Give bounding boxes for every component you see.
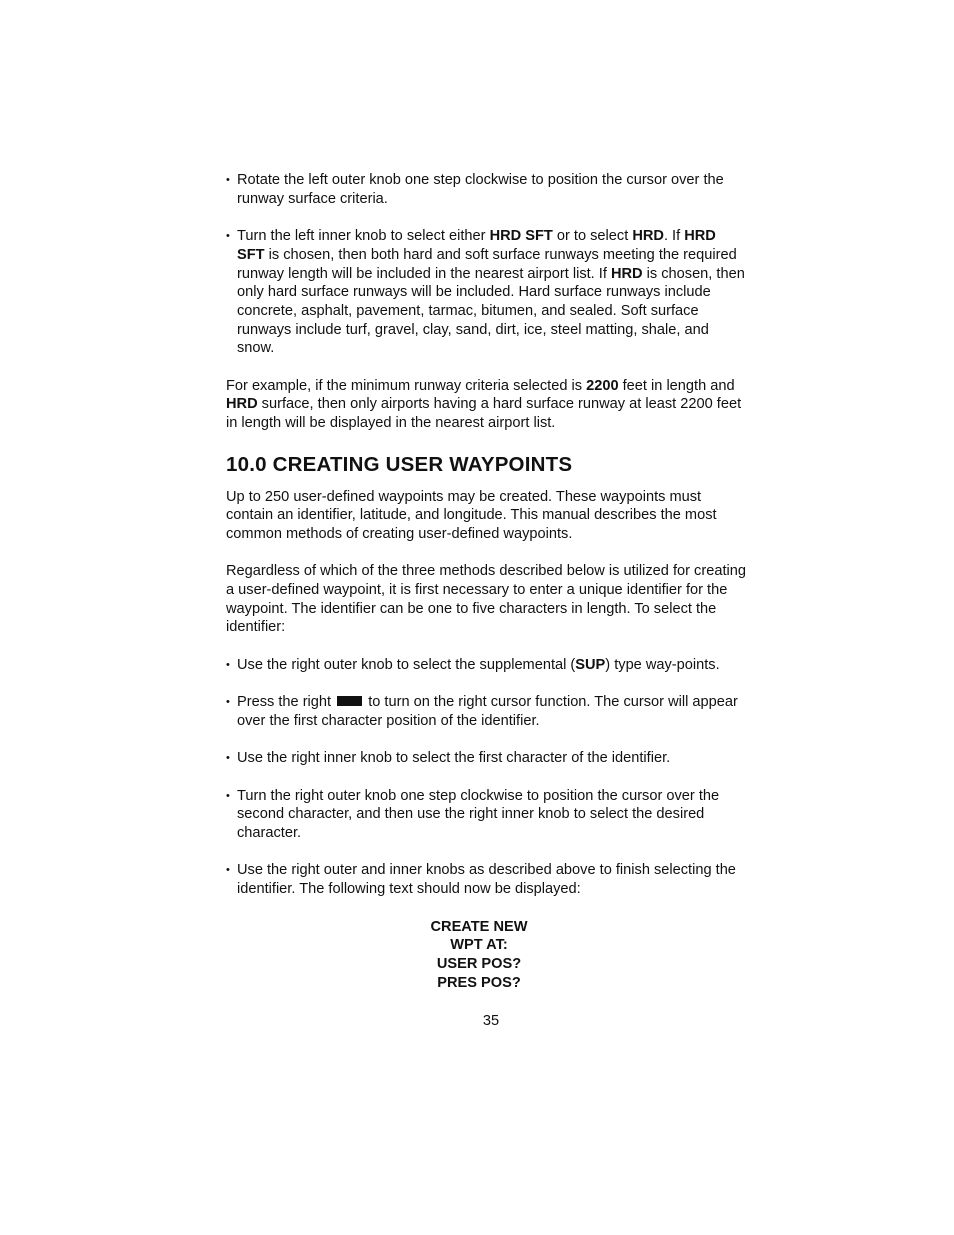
bold-term: HRD SFT	[489, 228, 553, 245]
display-line: CREATE NEW	[430, 918, 528, 935]
paragraph	[226, 562, 746, 637]
text-run: surface, then only airports having a hard surface runway at least 2200 feet in length will be displayed in the nearest airport list.	[226, 396, 742, 432]
cursor-key-icon	[337, 696, 362, 706]
text-run: is chosen, then only hard surface runways will be included. Hard surface runways include concrete, asphalt, pavement, tarmac, bitumen, and sealed. Soft surface runways include turf, gravel, clay, sand, dirt, ice, steel matting, shale, and snow.	[237, 265, 745, 357]
text-run: Regardless of which of the three methods described below is utilized for creating a user-defined waypoint, it is first necessary to enter a unique identifier for the waypoint. The identifier can be one to five characters in length. To select the identifier:	[226, 563, 746, 636]
text-run: Turn the left inner knob to select either	[237, 228, 490, 245]
bullet-icon: •	[226, 658, 230, 671]
bullet-icon: •	[226, 789, 230, 802]
bullet-icon: •	[226, 230, 230, 243]
bullet-icon: •	[226, 864, 230, 877]
document-body	[226, 171, 746, 899]
bold-term: 2200	[586, 377, 619, 394]
bullet-item	[226, 787, 746, 843]
bullet-item	[226, 861, 746, 898]
bullet-item	[226, 227, 746, 358]
display-line: WPT AT:	[450, 937, 508, 954]
text-run: For example, if the minimum runway criteria selected is	[226, 377, 587, 394]
text-run: Turn the right outer knob one step clockwise to position the cursor over the second character, and then use the right inner knob to select the desired character.	[237, 787, 720, 842]
text-run: or to select	[552, 228, 633, 245]
text-run: Use the right outer and inner knobs as described above to finish selecting the identifier. The following text should now be displayed:	[237, 862, 736, 898]
bullet-item	[226, 749, 746, 768]
bullet-icon: •	[226, 752, 230, 765]
paragraph	[226, 377, 746, 433]
bullet-item	[226, 693, 746, 730]
bullet-icon: •	[226, 174, 230, 186]
text-run: to turn on the right cursor function. The cursor will appear over the first character position of the identifier.	[237, 694, 738, 729]
display-text-block	[212, 918, 746, 993]
text-run: is chosen, then both hard and soft surface runways meeting the required runway length will be included in the nearest airport list. If	[237, 246, 737, 282]
text-run: Up to 250 user-defined waypoints may be created. These waypoints must contain an identifier, latitude, and longitude. This manual describes the most common methods of creating user-defined waypoints.	[226, 488, 717, 542]
display-line: PRES POS?	[437, 974, 521, 991]
text-run: Use the right outer knob to select the supplemental (	[237, 656, 576, 673]
bold-term: HRD	[226, 396, 258, 413]
document-page	[226, 171, 746, 1031]
text-run: ) type way-points.	[605, 656, 720, 673]
text-run: Press the right	[237, 694, 336, 711]
bold-term: HRD	[610, 265, 643, 282]
bold-term: HRD	[632, 228, 664, 245]
text-run: Use the right inner knob to select the first character of the identifier.	[237, 750, 671, 767]
display-line: USER POS?	[436, 955, 522, 972]
text-run: . If	[663, 228, 685, 245]
text-run: feet in length and	[618, 377, 735, 394]
bold-term: HRD SFT	[237, 228, 716, 263]
paragraph	[226, 488, 746, 544]
bold-term: SUP	[575, 656, 606, 673]
bullet-item	[226, 656, 746, 675]
page-number: 35	[482, 1013, 500, 1030]
section-heading	[226, 452, 746, 478]
text-run: Rotate the left outer knob one step clockwise to position the cursor over the runway surface criteria.	[237, 172, 724, 207]
bullet-icon: •	[226, 696, 230, 709]
text-run: 10.0 CREATING USER WAYPOINTS	[226, 452, 573, 476]
bullet-item	[226, 171, 746, 208]
